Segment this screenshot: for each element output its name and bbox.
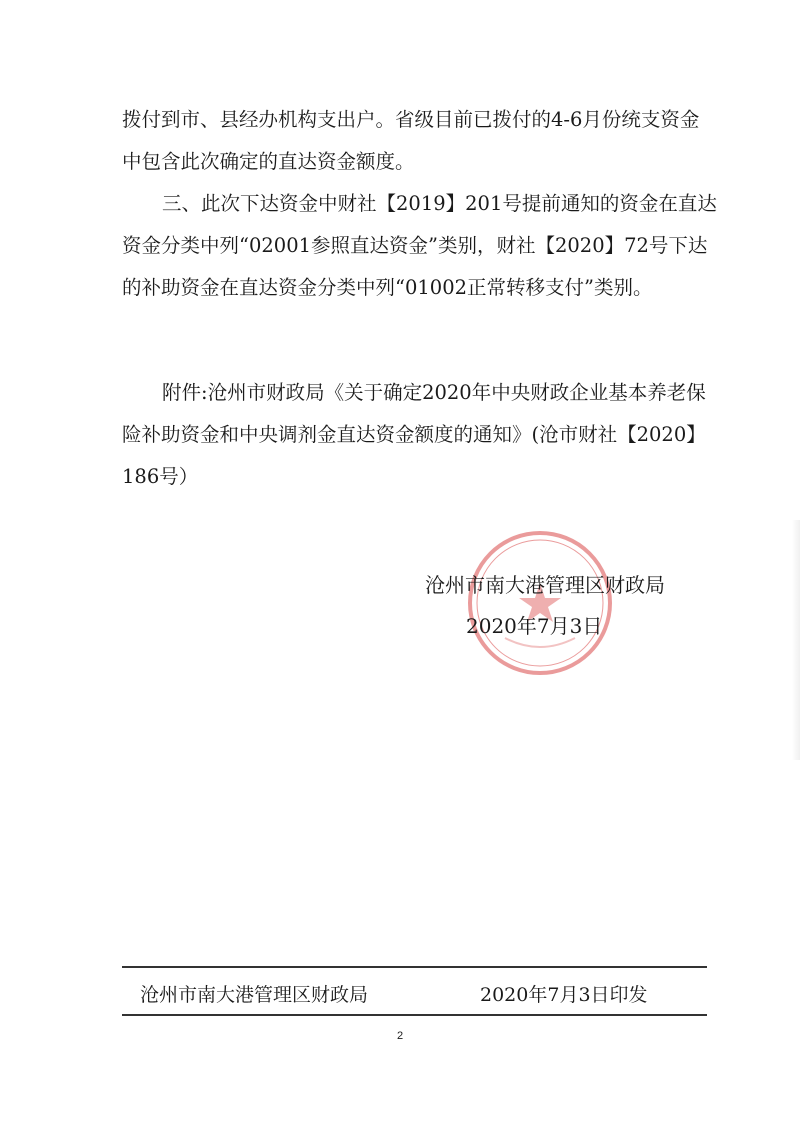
attachment-line-2: 险补助资金和中央调剂金直达资金额度的通知》(沧市财社【2020】 xyxy=(122,423,706,446)
footer-bottom-rule xyxy=(122,1014,707,1016)
body-line-4: 资金分类中列“02001参照直达资金”类别，财社【2020】72号下达 xyxy=(122,234,708,257)
signature-org: 沧州市南大港管理区财政局 xyxy=(425,573,665,597)
footer-issue-date: 2020年7月3日印发 xyxy=(480,984,648,1006)
page-number: 2 xyxy=(396,1030,404,1042)
body-line-3: 三、此次下达资金中财社【2019】201号提前通知的资金在直达 xyxy=(162,192,717,215)
attachment-line-1: 附件:沧州市财政局《关于确定2020年中央财政企业基本养老保 xyxy=(162,381,706,404)
body-line-1: 拨付到市、县经办机构支出户。省级目前已拨付的4-6月份统支资金 xyxy=(122,108,700,131)
signature-date: 2020年7月3日 xyxy=(466,614,603,638)
attachment-line-3: 186号） xyxy=(122,465,199,488)
scan-edge-shadow xyxy=(792,520,800,760)
body-line-2: 中包含此次确定的直达资金额度。 xyxy=(122,150,415,173)
footer-top-rule xyxy=(122,966,707,968)
footer-issuer: 沧州市南大港管理区财政局 xyxy=(140,984,369,1006)
body-line-5: 的补助资金在直达资金分类中列“01002正常转移支付”类别。 xyxy=(122,276,653,299)
